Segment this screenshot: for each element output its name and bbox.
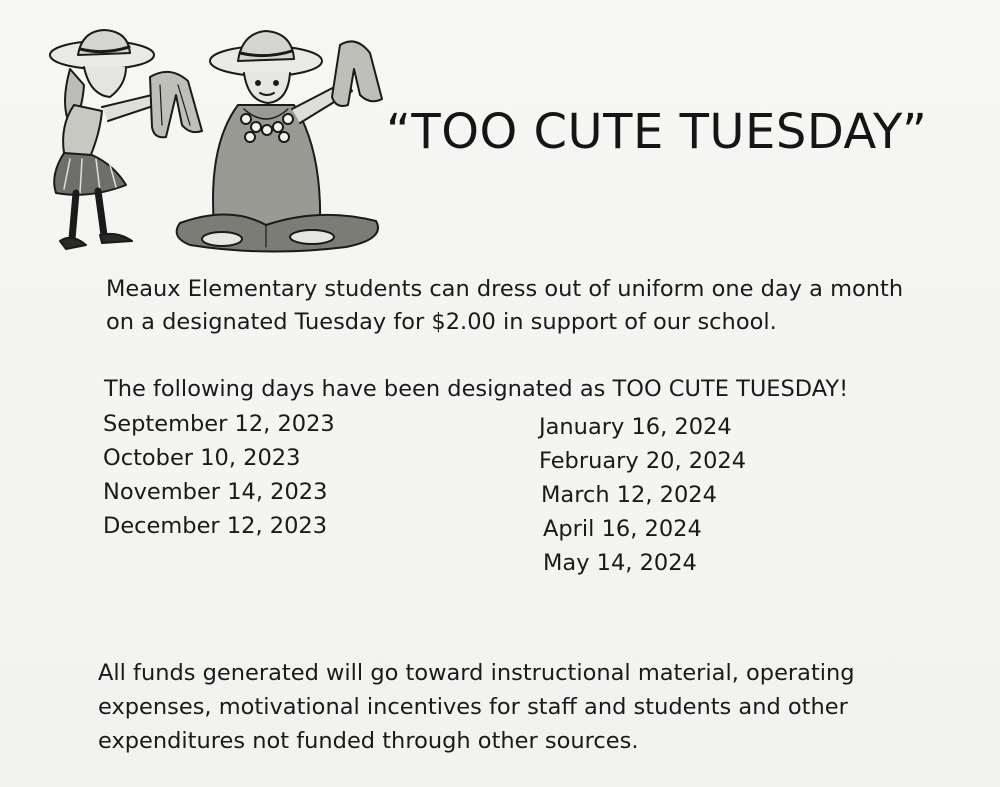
date-item: March 12, 2024 (541, 482, 717, 508)
intro-line-2: on a designated Tuesday for $2.00 in support of our school. (106, 309, 777, 335)
date-item: October 10, 2023 (103, 445, 301, 471)
funds-line-1: All funds generated will go toward instructional material, operating (98, 660, 855, 686)
funds-line-3: expenditures not funded through other sources. (98, 728, 639, 754)
girls-dress-up-illustration (30, 25, 395, 260)
date-item: April 16, 2024 (543, 516, 702, 542)
date-item: December 12, 2023 (103, 513, 328, 539)
funds-line-2: expenses, motivational incentives for staff and students and other (98, 694, 848, 720)
intro-paragraph (106, 273, 903, 339)
funds-paragraph (98, 656, 855, 758)
date-item: November 14, 2023 (103, 479, 328, 505)
date-item: May 14, 2024 (543, 550, 697, 576)
date-item: September 12, 2023 (103, 411, 335, 437)
intro-line-1: Meaux Elementary students can dress out of uniform one day a month (106, 276, 904, 302)
flyer-title: “TOO CUTE TUESDAY” (386, 104, 928, 160)
date-item: February 20, 2024 (539, 448, 747, 474)
dates-list-2023 (103, 407, 335, 543)
dates-list-2024 (539, 410, 746, 580)
date-item: January 16, 2024 (539, 414, 732, 440)
designated-heading: The following days have been designated as TOO CUTE TUESDAY! (104, 376, 849, 402)
